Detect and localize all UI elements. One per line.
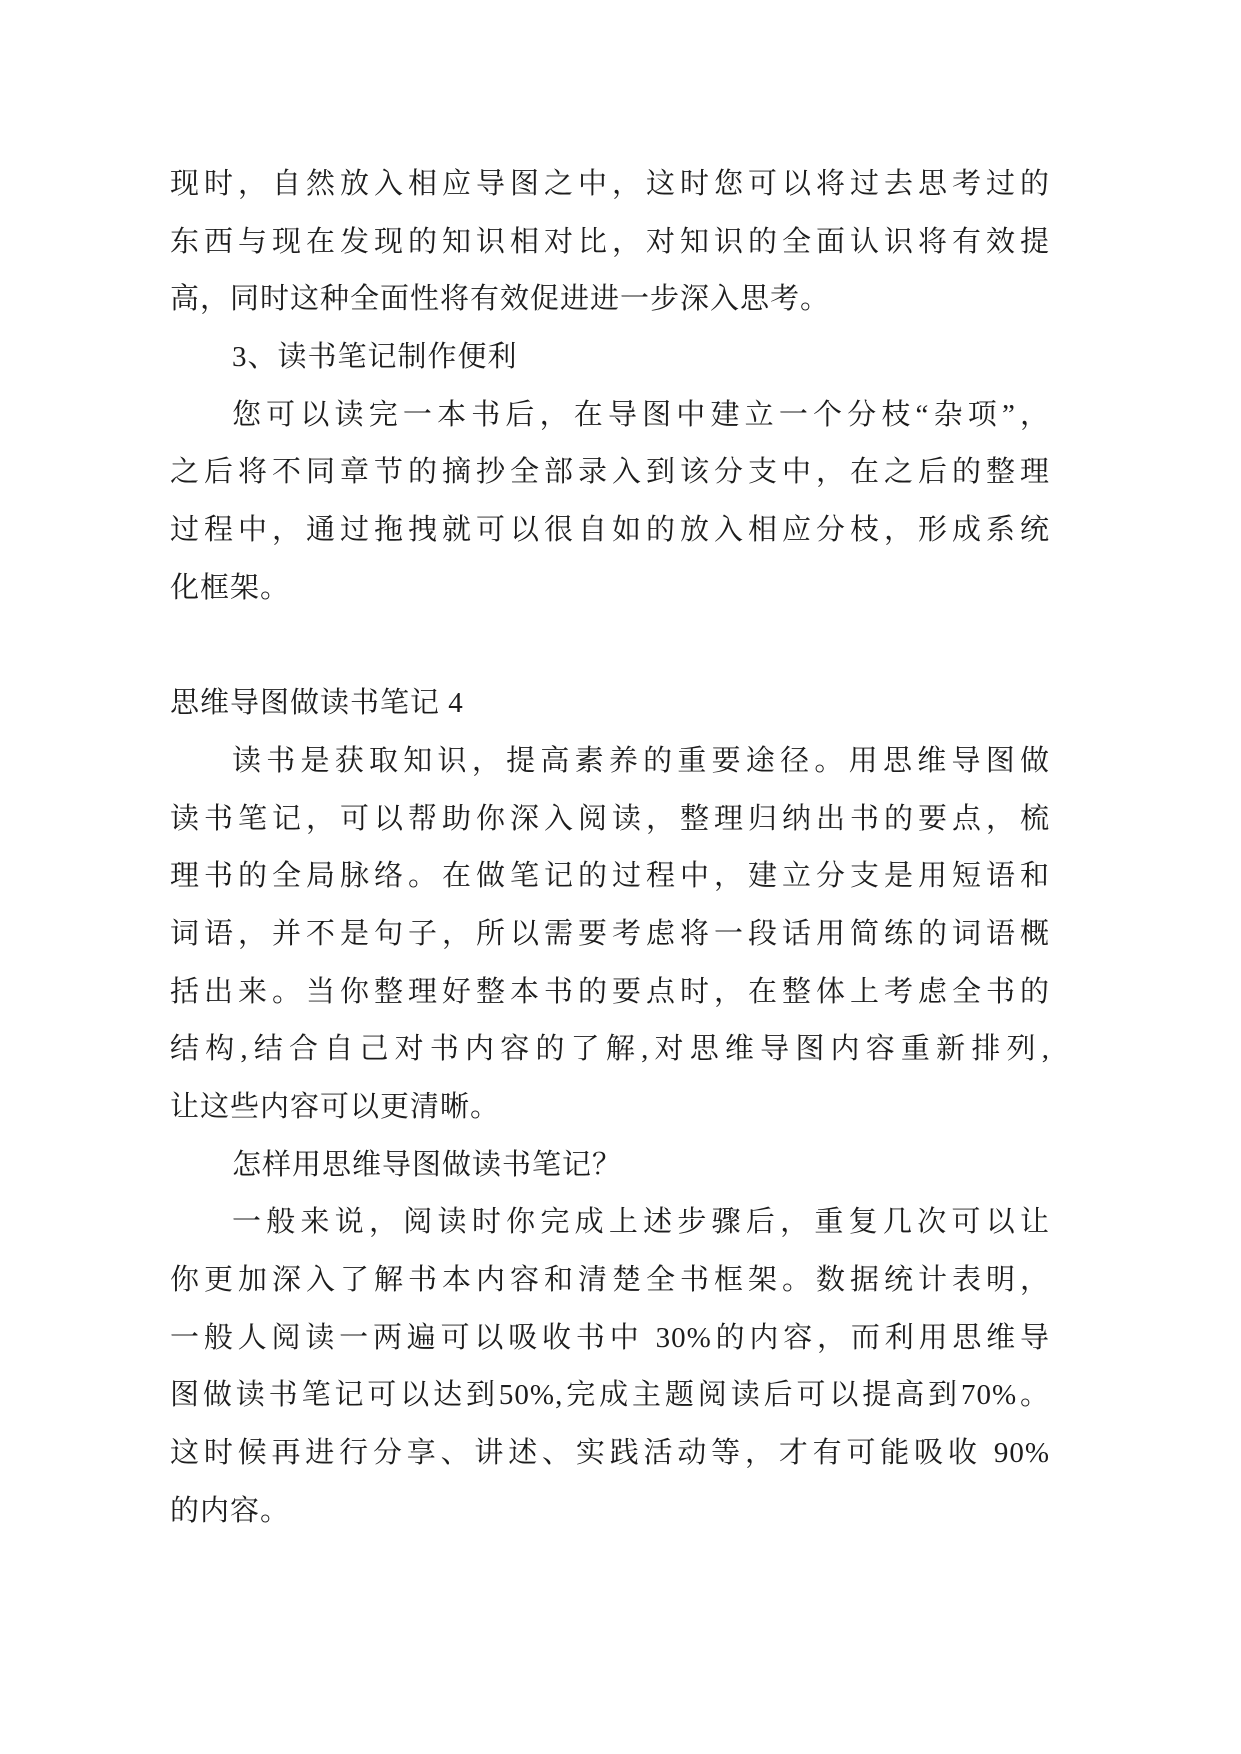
text-line: 的内容。	[170, 1494, 291, 1527]
text-line: 一般来说，阅读时你完成上述步骤后，重复几次可以让	[232, 1206, 1050, 1239]
body-text	[170, 156, 1050, 1541]
list-item-heading: 3、读书笔记制作便利	[232, 341, 518, 374]
text-line: 之后将不同章节的摘抄全部录入到该分支中，在之后的整理	[170, 456, 1050, 489]
text-line: 理书的全局脉络。在做笔记的过程中，建立分支是用短语和	[170, 860, 1050, 893]
text-line: 图做读书笔记可以达到50%,完成主题阅读后可以提高到70%。	[170, 1379, 1050, 1412]
text-line: 读书是获取知识，提高素养的重要途径。用思维导图做	[232, 744, 1050, 777]
question-line: 怎样用思维导图做读书笔记？	[232, 1148, 623, 1181]
text-line: 您可以读完一本书后，在导图中建立一个分枝“杂项”，	[232, 398, 1050, 431]
text-line: 读书笔记，可以帮助你深入阅读，整理归纳出书的要点，梳	[170, 802, 1050, 835]
text-line: 让这些内容可以更清晰。	[170, 1091, 501, 1123]
text-line: 现时，自然放入相应导图之中，这时您可以将过去思考过的	[170, 168, 1050, 200]
text-line: 这时候再进行分享、讲述、实践活动等，才有可能吸收 90%	[170, 1437, 1050, 1470]
text-line: 高，同时这种全面性将有效促进进一步深入思考。	[170, 283, 831, 316]
text-line: 括出来。当你整理好整本书的要点时，在整体上考虑全书的	[170, 975, 1050, 1008]
text-line: 结构,结合自己对书内容的了解,对思维导图内容重新排列,	[170, 1033, 1050, 1066]
text-line: 化框架。	[170, 571, 291, 604]
text-line: 过程中，通过拖拽就可以很自如的放入相应分枝，形成系统	[170, 514, 1050, 547]
text-line: 你更加深入了解书本内容和清楚全书框架。数据统计表明，	[170, 1264, 1050, 1297]
text-line: 一般人阅读一两遍可以吸收书中 30%的内容，而利用思维导	[170, 1321, 1050, 1354]
paragraph-spacer	[170, 618, 1050, 676]
section-heading: 思维导图做读书笔记 4	[170, 687, 464, 720]
text-line: 词语，并不是句子，所以需要考虑将一段话用简练的词语概	[170, 917, 1050, 950]
text-line: 东西与现在发现的知识相对比，对知识的全面认识将有效提	[170, 225, 1050, 258]
